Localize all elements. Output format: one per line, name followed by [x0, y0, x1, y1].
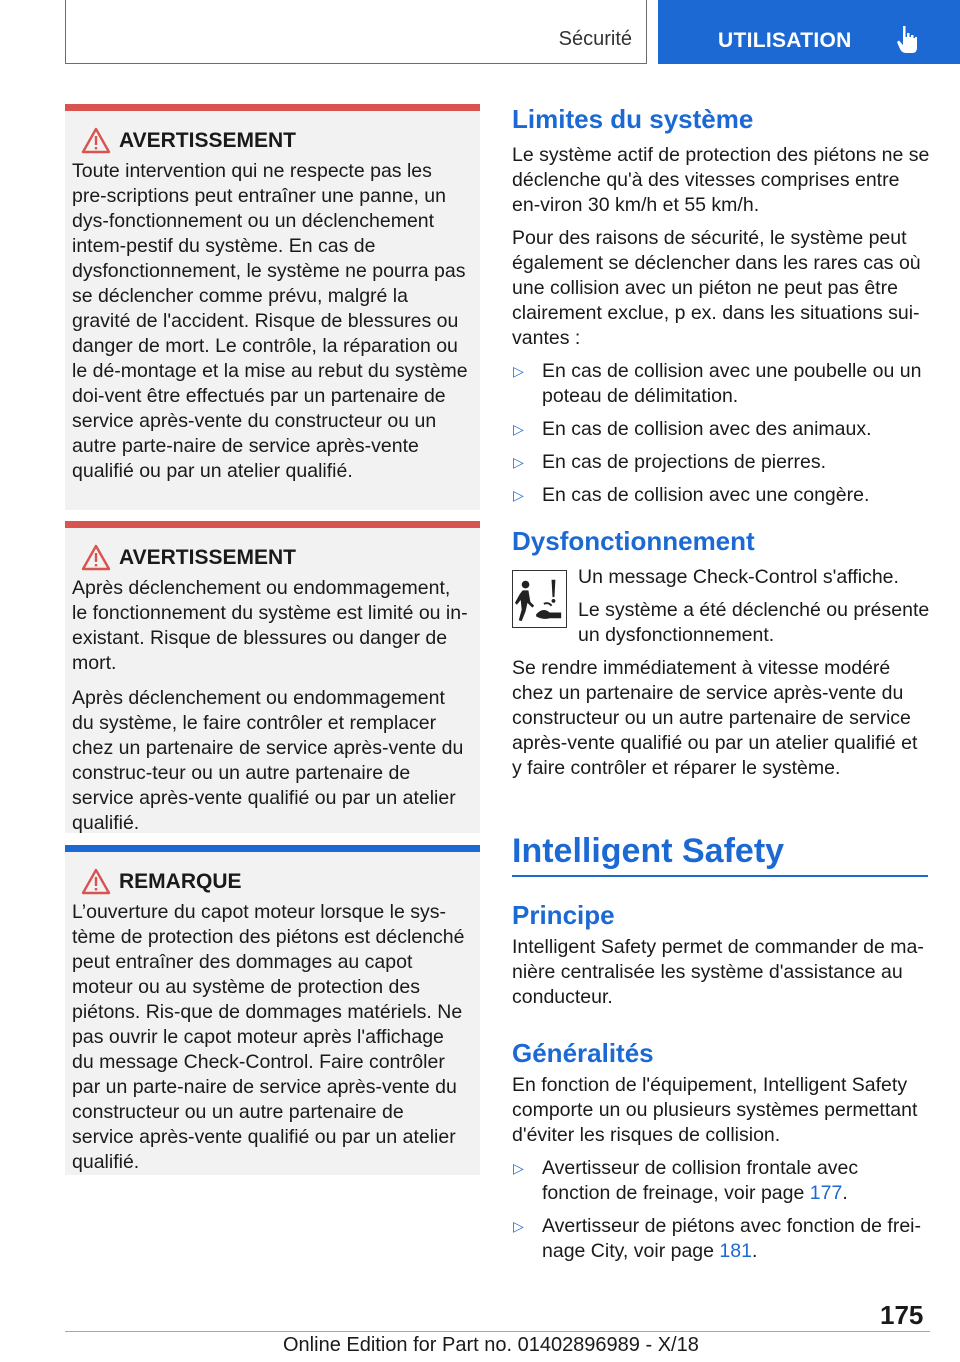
list-item: [512, 1214, 930, 1264]
heading-rule: [512, 875, 928, 877]
warning-title: AVERTISSEMENT: [119, 546, 296, 569]
warning-triangle-icon: [81, 127, 111, 155]
footer-rule: [65, 1331, 930, 1332]
principle-paragraph: Intelligent Safety permet de commander de ma-nière centralisée les système d'assistance au conducteur.: [512, 936, 924, 1008]
general-section: [512, 1038, 930, 1272]
list-item: [512, 359, 930, 409]
malfunction-message: Un message Check-Control s'affiche.: [578, 566, 899, 588]
warning-triangle-icon: [81, 868, 111, 896]
note-title: REMARQUE: [119, 870, 242, 893]
warning-box-1: [65, 104, 480, 510]
list-item-text: En cas de collision avec une congère.: [542, 484, 870, 506]
list-item: [512, 417, 930, 442]
chapter-title: UTILISATION: [718, 29, 852, 52]
principle-heading: Principe: [512, 900, 615, 930]
bullet-triangle-icon: ▷: [513, 1160, 524, 1176]
warning-text: Après déclenchement ou endommagement du système, le faire contrôler et remplacer chez un partenaire de service après-vente du construc-teur ou un autre partenaire de service après-vente qualifié ou par un atelier qualifié.: [72, 687, 464, 834]
general-paragraph: En fonction de l'équipement, Intelligent Safety comporte un ou plusieurs systèmes permettant d'éviter les risques de collision.: [512, 1074, 918, 1146]
warning-text: Après déclenchement ou endommagement, le fonctionnement du système est limité ou in-existant. Risque de blessures ou danger de mort.: [72, 577, 468, 674]
warning-title: AVERTISSEMENT: [119, 129, 296, 152]
list-item-text: En cas de collision avec une poubelle ou un poteau de délimitation.: [542, 360, 922, 407]
warning-bar: [65, 521, 480, 528]
chapter-tab: [658, 0, 960, 64]
malfunction-paragraph: Se rendre immédiatement à vitesse modéré chez un partenaire de service après-vente du constructeur ou un autre partenaire de service après-vente qualifié ou par un atelier qualifié et y faire contrôler et réparer le système.: [512, 657, 918, 779]
list-item-text: En cas de collision avec des animaux.: [542, 418, 872, 440]
list-item: [512, 1156, 930, 1206]
note-box: [65, 845, 480, 1175]
intelligent-safety-title: Intelligent Safety: [512, 832, 785, 870]
list-item: [512, 450, 930, 475]
general-heading: Généralités: [512, 1038, 654, 1068]
hand-pointer-icon: [896, 24, 918, 54]
list-item-text: Avertisseur de collision frontale avec fonction de freinage, voir page 177.: [542, 1157, 859, 1204]
bullet-triangle-icon: ▷: [513, 454, 524, 470]
page-number: 175: [880, 1300, 924, 1330]
warning-box-2: [65, 521, 480, 833]
malfunction-section: [512, 526, 930, 789]
warning-bar: [65, 104, 480, 111]
section-title: Sécurité: [558, 28, 632, 50]
intelligent-safety-section: [512, 832, 930, 871]
bullet-triangle-icon: ▷: [513, 487, 524, 503]
footer-edition: Online Edition for Part no. 01402896989 - X/18: [283, 1334, 699, 1356]
principle-section: [512, 900, 930, 1018]
list-item: [512, 483, 930, 508]
bullet-triangle-icon: ▷: [513, 1218, 524, 1234]
list-item-text: Avertisseur de piétons avec fonction de frei-nage City, voir page 181.: [542, 1215, 922, 1262]
list-item-text: En cas de projections de pierres.: [542, 451, 826, 473]
malfunction-heading: Dysfonctionnement: [512, 526, 755, 556]
pedestrian-warning-icon: [512, 570, 567, 628]
warning-triangle-icon: [81, 544, 111, 572]
limits-paragraph: Pour des raisons de sécurité, le système peut également se déclencher dans les rares cas où une collision avec un piéton ne peut pas être clairement exclue, p ex. dans les situations sui-vantes :: [512, 227, 921, 349]
warning-text: Toute intervention qui ne respecte pas les pre-scriptions peut entraîner une panne, un dys-fonctionnement ou un déclenchement intem-pestif du système. En cas de dysfonctionnement, le système ne pourra pas se déclencher comme prévu, malgré la gravité de l'accident. Risque de blessures ou danger de mort. Le contrôle, la réparation ou le dé-montage et la mise au rebut du système doi-vent être effectués par un partenaire de service après-vente du constructeur ou un autre parte-naire de service après-vente qualifié ou par un atelier qualifié.: [72, 160, 468, 482]
malfunction-message: Le système a été déclenché ou présente un dysfonctionnement.: [578, 599, 930, 646]
note-bar: [65, 845, 480, 852]
bullet-triangle-icon: ▷: [513, 421, 524, 437]
limits-section: [512, 104, 930, 516]
limits-heading: Limites du système: [512, 104, 754, 134]
limits-paragraph: Le système actif de protection des piétons ne se déclenche qu'à des vitesses comprises entre en-viron 30 km/h et 55 km/h.: [512, 144, 930, 216]
note-text: L’ouverture du capot moteur lorsque le sys-tème de protection des piétons est déclenché peut entraîner des dommages au capot moteur ou au système de protection des piétons. Ris-que de dommages matériels. Ne pas ouvrir le capot moteur après l'affichage du message Check-Control. Faire contrôler par un parte-naire de service après-vente du constructeur ou un autre partenaire de service après-vente qualifié ou par un atelier qualifié.: [72, 901, 465, 1173]
header-section-box: [65, 0, 647, 64]
page-link[interactable]: 181: [719, 1240, 752, 1262]
page-link[interactable]: 177: [809, 1182, 843, 1204]
bullet-triangle-icon: ▷: [513, 363, 524, 379]
